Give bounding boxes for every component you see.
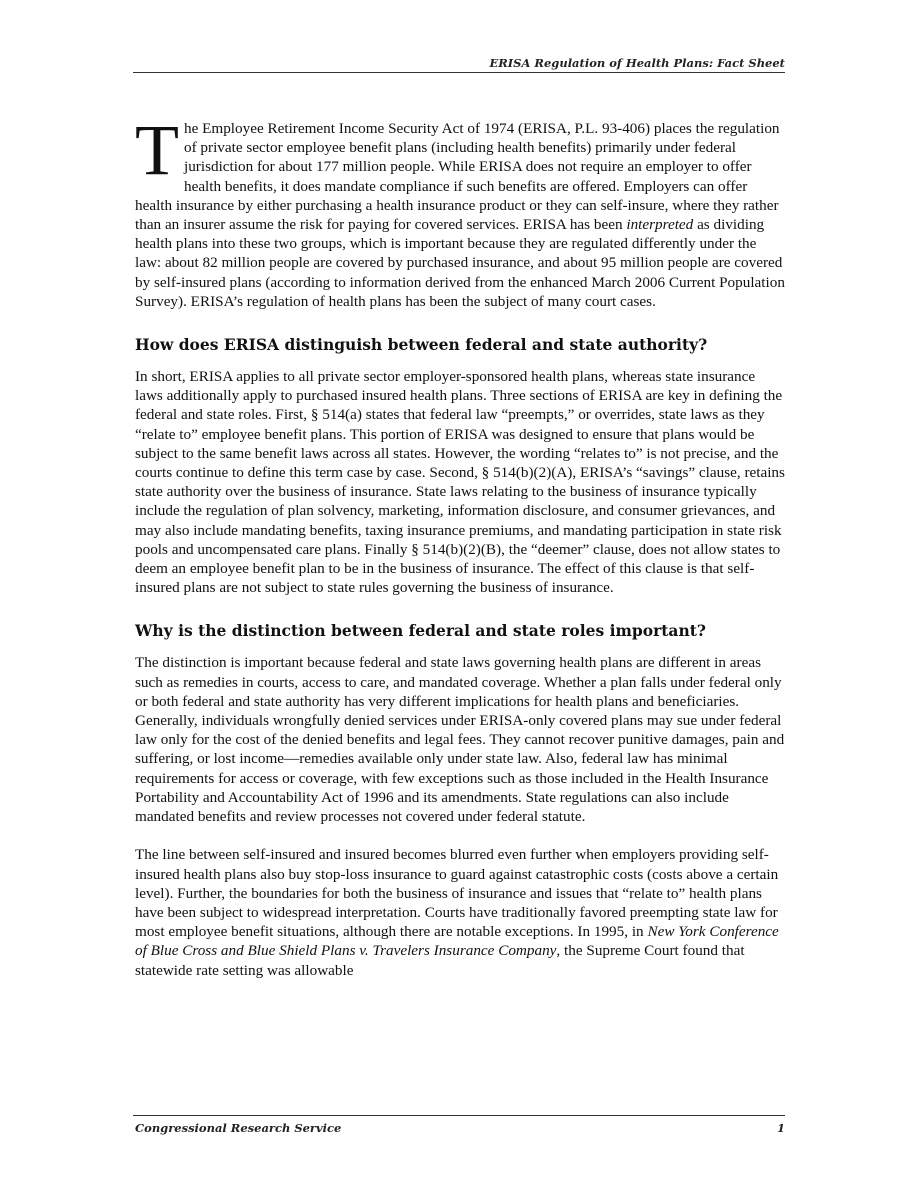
intro-text-part2: as dividing health plans into these two groups, which is important because they are regulated differently under the law: about 82 million people are covered by purchased insurance, and about 95 million people are covered by self-insured plans (according to information derived from the enhanced March 2006 Current Population Survey). ERISA’s regulation of health plans has been the subject of many court cases. [135, 216, 785, 310]
footer-divider [133, 1115, 785, 1116]
section2-paragraph2-part1: The line between self-insured and insured becomes blurred even further when employers providing self-insured health plans also buy stop-loss insurance to guard against catastrophic costs (costs above a certain level). Further, the boundaries for both the business of insurance and issues that “relate to” health plans have been subject to widespread interpretation. Courts have traditionally favored preempting state law for most employee benefit situations, although there are notable exceptions. In 1995, in [135, 846, 779, 941]
section1-paragraph: In short, ERISA applies to all private sector employer-sponsored health plans, whereas state insurance laws additionally apply to purchased insured health plans. Three sections of ERISA are key in defining the federal and state roles. First, § 514(a) states that federal law “preempts,” or overrides, state laws as they “relate to” employee benefit plans. This portion of ERISA was designed to ensure that plans would be subject to the same benefit laws across all states. However, the wording “relates to” is not precise, and the courts continue to define this term case by case. Second, § 514(b)(2)(A), ERISA’s “savings” clause, retains state authority over the business of insurance. State laws relating to the business of insurance typically include the regulation of plan solvency, marketing, information disclosure, and consumer grievances, and may also include mandating benefits, taxing insurance premiums, and mandating participation in state risk pools and uncompensated care plans. Finally § 514(b)(2)(B), the “deemer” clause, does not allow states to deem an employee benefit plan to be in the business of insurance. The effect of this clause is that self-insured plans are not subject to state rules governing the business of insurance. [135, 368, 785, 597]
section2-heading: Why is the distinction between federal and state roles important? [135, 621, 706, 641]
section2-paragraph1: The distinction is important because federal and state laws governing health plans are different in areas such as remedies in courts, access to care, and mandated coverage. Whether a plan falls under federal only or both federal and state authority has very different implications for health plans and beneficiaries. Generally, individuals wrongfully denied services under ERISA-only covered plans may sue under federal law only for the cost of the denied benefits and legal fees. They cannot recover punitive damages, pain and suffering, or lost income—remedies available only under state law. Also, federal law has minimal requirements for access or coverage, with few exceptions such as those included in the Health Insurance Portability and Accountability Act of 1996 and its amendments. State regulations can also include mandated benefits and review processes not covered under federal statute. [135, 654, 785, 826]
intro-text-part1: he Employee Retirement Income Security Act of 1974 (ERISA, P.L. 93-406) places the regulation of private sector employee benefit plans (including health benefits) primarily under federal jurisdiction for about 177 million people. While ERISA does not require an employer to offer health benefits, it does mandate compliance if such benefits are offered. Employers can offer health insurance by either purchasing a health insurance product or they can self-insure, where they rather than an insurer assume the risk for paying for covered services. ERISA has been [135, 120, 780, 234]
intro-italic-term: interpreted [626, 216, 694, 234]
drop-cap: T [135, 110, 179, 190]
section2-paragraph2-part2: , the Supreme Court found that statewide rate setting was allowable [135, 942, 745, 979]
intro-paragraph [135, 110, 786, 311]
running-header: ERISA Regulation of Health Plans: Fact Sheet [489, 56, 785, 70]
section1-heading: How does ERISA distinguish between federal and state authority? [135, 335, 708, 355]
case-citation: New York Conference of Blue Cross and Blue Shield Plans v. Travelers Insurance Company [135, 923, 779, 960]
section2-paragraph2 [135, 845, 786, 979]
page-number: 1 [776, 1121, 785, 1135]
footer-source: Congressional Research Service [135, 1121, 342, 1135]
document-body [135, 110, 786, 980]
header-divider [133, 72, 785, 73]
